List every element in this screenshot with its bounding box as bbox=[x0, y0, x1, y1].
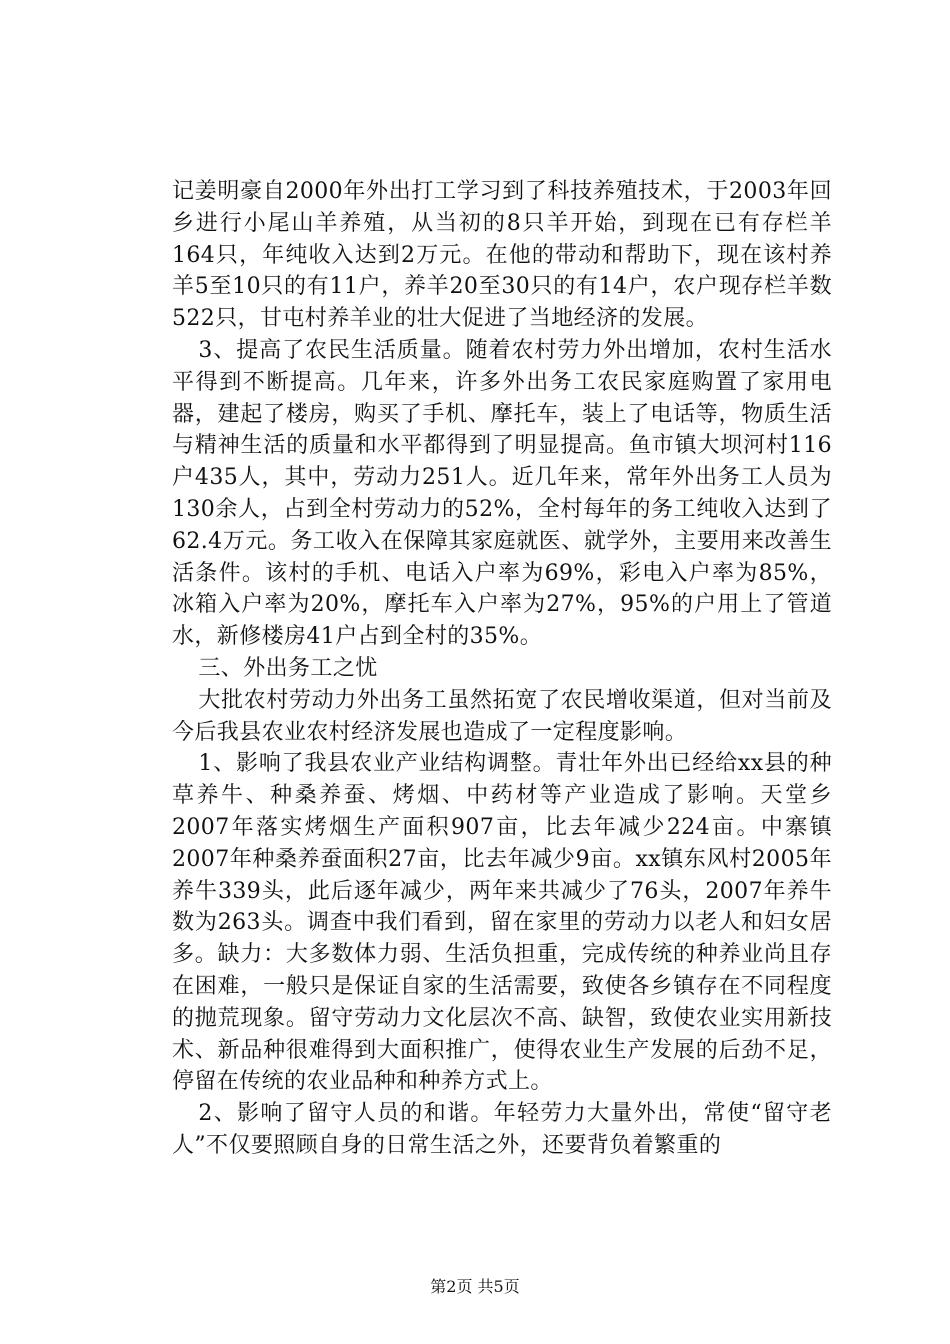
paragraph-living-quality: 3、提高了农民生活质量。随着农村劳力外出增加，农村生活水平得到不断提高。几年来，许多外出务工农民家庭购置了家用电器，建起了楼房，购买了手机、摩托车，装上了电话等，物质生活与精神生活的质量和水平都得到了明显提高。鱼市镇大坝河村116户435人，其中，劳动力251人。近几年来，常年外出务工人员为130余人，占到全村劳动力的52%，全村每年的务工纯收入达到了62.4万元。务工收入在保障其家庭就医、就学外，主要用来改善生活条件。该村的手机、电话入户率为69%，彩电入户率为85%，冰箱入户率为20%，摩托车入户率为27%，95%的户用上了管道水，新修楼房41户占到全村的35%。 bbox=[172, 337, 832, 650]
document-body bbox=[172, 176, 832, 1162]
section-heading-worries: 三、外出务工之忧 bbox=[198, 655, 378, 681]
paragraph-worries-intro: 大批农村劳动力外出务工虽然拓宽了农民增收渠道，但对当前及今后我县农业农村经济发展也造成了一定程度影响。 bbox=[172, 687, 832, 745]
paragraph-industry-impact: 1、影响了我县农业产业结构调整。青壮年外出已经给xx县的种草养牛、种桑养蚕、烤烟、中药材等产业造成了影响。天堂乡2007年落实烤烟生产面积907亩，比去年减少224亩。中寨镇2007年种桑养蚕面积27亩，比去年减少9亩。xx镇东风村2005年养牛339头，此后逐年减少，两年来共减少了76头，2007年养牛数为263头。调查中我们看到，留在家里的劳动力以老人和妇女居多。缺力：大多数体力弱、生活负担重，完成传统的种养业尚且存在困难，一般只是保证自家的生活需要，致使各乡镇存在不同程度的抛荒现象。留守劳动力文化层次不高、缺智，致使农业实用新技术、新品种很难得到大面积推广，使得农业生产发展的后劲不足，停留在传统的农业品种和种养方式上。 bbox=[172, 751, 832, 1095]
page-footer: 第2页 共5页 bbox=[430, 1277, 520, 1296]
paragraph-harmony-impact: 2、影响了留守人员的和谐。年轻劳力大量外出，常使“留守老人”不仅要照顾自身的日常生活之外，还要背负着繁重的 bbox=[172, 1101, 832, 1158]
paragraph-continuation: 记姜明豪自2000年外出打工学习到了科技养殖技术，于2003年回乡进行小尾山羊养殖，从当初的8只羊开始，到现在已有存栏羊164只，年纯收入达到2万元。在他的带动和帮助下，现在该村养羊5至10只的有11户，养羊20至30只的有14户，农户现存栏羊数522只，甘屯村养羊业的壮大促进了当地经济的发展。 bbox=[172, 179, 832, 332]
